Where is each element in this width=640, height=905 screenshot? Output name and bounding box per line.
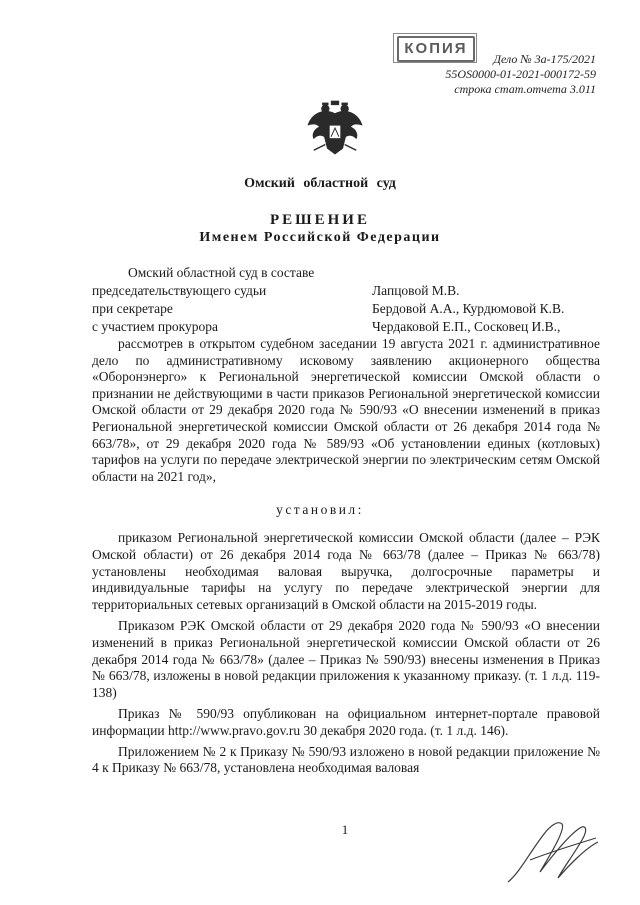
composition-name-secretary: Бердовой А.А., Курдюмовой К.В. <box>372 301 565 316</box>
signature-icon <box>500 812 610 892</box>
composition-name-judge: Лапцовой М.В. <box>372 283 460 298</box>
composition-role-secretary: при секретаре <box>92 301 173 316</box>
case-number: Дело № 3а-175/2021 <box>493 52 596 66</box>
decision-body <box>92 530 600 781</box>
coat-of-arms-icon <box>306 100 364 158</box>
copy-stamp: КОПИЯ <box>397 36 475 62</box>
document-title: РЕШЕНИЕ <box>270 212 370 228</box>
body-paragraph: приказом Региональной энергетической комиссии Омской области (далее – РЭК Омской области) от 26 декабря 2014 года № 663/78 (далее – Приказ № 663/78) установлены необходимая валовая выручка, долгосрочные параметры и индивидуальные тарифы на услугу по передаче электрической энергии для территориальных сетевых организаций в Омской области на 2015-2019 годы. <box>92 530 600 613</box>
established-label: установил: <box>276 502 364 517</box>
composition-role-judge: председательствующего судьи <box>92 283 267 298</box>
court-name: Омский областной суд <box>244 176 396 191</box>
document-subtitle: Именем Российской Федерации <box>199 230 441 245</box>
body-paragraph: Приказ № 590/93 опубликован на официальном интернет-портале правовой информации http://www.pravo.gov.ru 30 декабря 2020 года. (т. 1 л.д. 146). <box>92 705 600 738</box>
body-paragraph: Приказом РЭК Омской области от 29 декабря 2020 года № 590/93 «О внесении изменений в приказ Региональной энергетической комиссии Омской области от 26 декабря 2014 года № 663/78» (далее – Приказ № 590/93) внесены изменения в Приказ № 663/78, изложены в новой редакции приложения к указанному приказу. (т. 1 л.д. 119-138) <box>92 617 600 701</box>
considered-text: рассмотрев в открытом судебном заседании 19 августа 2021 г. административное дело по административному исковому заявлению акционерного общества «Оборонэнерго» к Региональной энергетической комиссии Омской области о признании не действующими в части приказов Региональной энергетической комиссии Омской области от 29 декабря 2020 года № 590/93 «О внесении изменений в приказ Региональной энергетической комиссии Омской области от 26 декабря 2014 года № 663/78», от 29 декабря 2020 года № 589/93 «Об установлении единых (котловых) тарифов на услуги по передаче электрической энергии по электрическим сетям Омской области на 2021 год», <box>92 336 600 484</box>
page-number: 1 <box>341 822 349 837</box>
body-paragraph: Приложением № 2 к Приказу № 590/93 изложено в новой редакции приложение № 4 к Приказу № 663/78, установлена необходимая валовая <box>92 743 600 776</box>
stat-line: строка стат.отчета 3.011 <box>454 82 596 96</box>
composition-intro: Омский областной суд в составе <box>128 265 315 280</box>
case-uid: 55OS0000-01-2021-000172-59 <box>445 67 596 81</box>
composition-role-prosecutor: с участием прокурора <box>92 319 219 334</box>
composition-name-prosecutor: Чердаковой Е.П., Сосковец И.В., <box>372 319 561 334</box>
considered-paragraph <box>92 336 600 485</box>
case-info <box>445 52 596 97</box>
